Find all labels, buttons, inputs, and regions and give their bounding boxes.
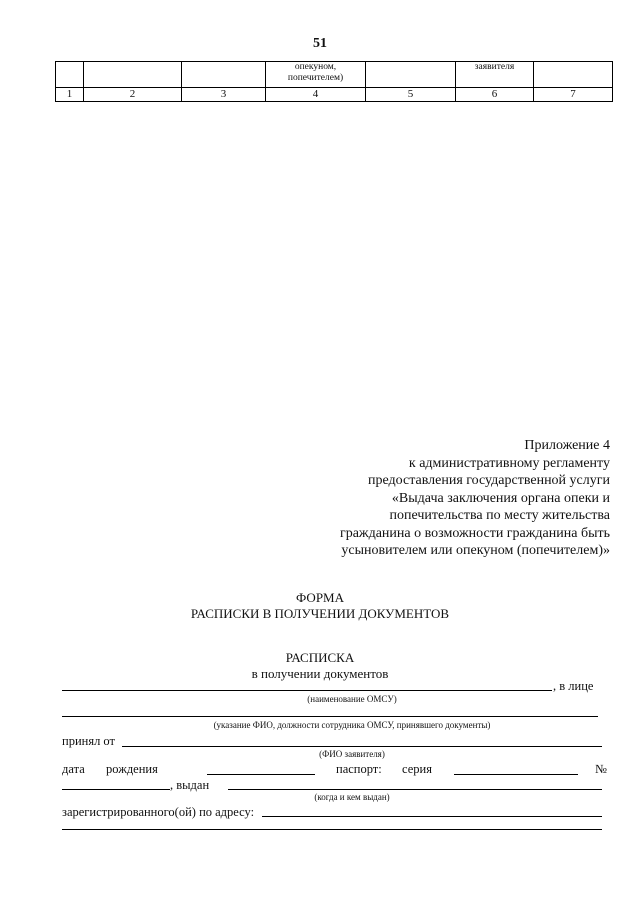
number-sign: № bbox=[595, 762, 607, 776]
applicant-caption: (ФИО заявителя) bbox=[319, 749, 385, 759]
birth-date-word1: дата bbox=[62, 762, 85, 776]
table-cell bbox=[84, 62, 182, 88]
birth-date-field[interactable] bbox=[207, 774, 315, 775]
applicant-name-field[interactable] bbox=[122, 746, 602, 747]
in-person-label: , в лице bbox=[553, 679, 594, 693]
appendix-line: усыновителем или опекуном (попечителем)» bbox=[341, 543, 610, 558]
passport-label: паспорт: bbox=[336, 762, 382, 776]
table-cell bbox=[56, 62, 84, 88]
employee-caption: (указание ФИО, должности сотрудника ОМСУ, принявшего документы) bbox=[213, 720, 491, 730]
registered-label: зарегистрированного(ой) по адресу: bbox=[62, 805, 255, 819]
omsu-name-field[interactable] bbox=[62, 690, 552, 691]
appendix-line: гражданина о возможности гражданина быть bbox=[339, 525, 610, 541]
table-cell: 3 bbox=[182, 88, 266, 102]
appendix-heading bbox=[270, 437, 610, 560]
employee-field[interactable] bbox=[62, 716, 598, 717]
form-title bbox=[0, 590, 640, 622]
table-cell bbox=[534, 62, 613, 88]
passport-series-field[interactable] bbox=[454, 774, 578, 775]
table-cell: 6 bbox=[456, 88, 534, 102]
receipt-title-line: РАСПИСКА bbox=[285, 650, 355, 665]
address-field-continued[interactable] bbox=[62, 829, 602, 830]
address-field[interactable] bbox=[262, 816, 602, 817]
birth-date-word2: рождения bbox=[106, 762, 158, 776]
appendix-line: к административному регламенту bbox=[408, 455, 610, 471]
page-number: 51 bbox=[313, 36, 327, 51]
table-cell: 2 bbox=[84, 88, 182, 102]
appendix-line: «Выдача заключения органа опеки и bbox=[391, 490, 610, 506]
table-number-row bbox=[56, 88, 613, 102]
table-cell bbox=[182, 62, 266, 88]
table-cell: 4 bbox=[266, 88, 366, 102]
table-header-row bbox=[56, 62, 613, 88]
appendix-line: Приложение 4 bbox=[524, 438, 610, 453]
issued-caption: (когда и кем выдан) bbox=[314, 792, 390, 802]
series-label: серия bbox=[402, 762, 432, 776]
table-cell: 7 bbox=[534, 88, 613, 102]
table-cell: 1 bbox=[56, 88, 84, 102]
table-cell bbox=[366, 62, 456, 88]
passport-number-field[interactable] bbox=[62, 789, 170, 790]
document-table bbox=[55, 61, 613, 102]
accepted-from-label: принял от bbox=[62, 734, 115, 748]
omsu-caption: (наименование ОМСУ) bbox=[307, 694, 397, 704]
appendix-line: предоставления государственной услуги bbox=[368, 473, 610, 488]
form-title-line2: РАСПИСКИ В ПОЛУЧЕНИИ ДОКУМЕНТОВ bbox=[190, 606, 450, 621]
form-title-line1: ФОРМА bbox=[296, 590, 344, 605]
table-cell: заявителя bbox=[456, 62, 534, 88]
table-cell: опекуном, попечителем) bbox=[266, 62, 366, 88]
appendix-line: попечительства по месту жительства bbox=[389, 508, 610, 523]
issued-label: , выдан bbox=[170, 778, 210, 792]
issued-by-field[interactable] bbox=[228, 789, 602, 790]
receipt-title bbox=[0, 650, 640, 682]
table-cell: 5 bbox=[366, 88, 456, 102]
receipt-subtitle: в получении документов bbox=[251, 666, 389, 681]
